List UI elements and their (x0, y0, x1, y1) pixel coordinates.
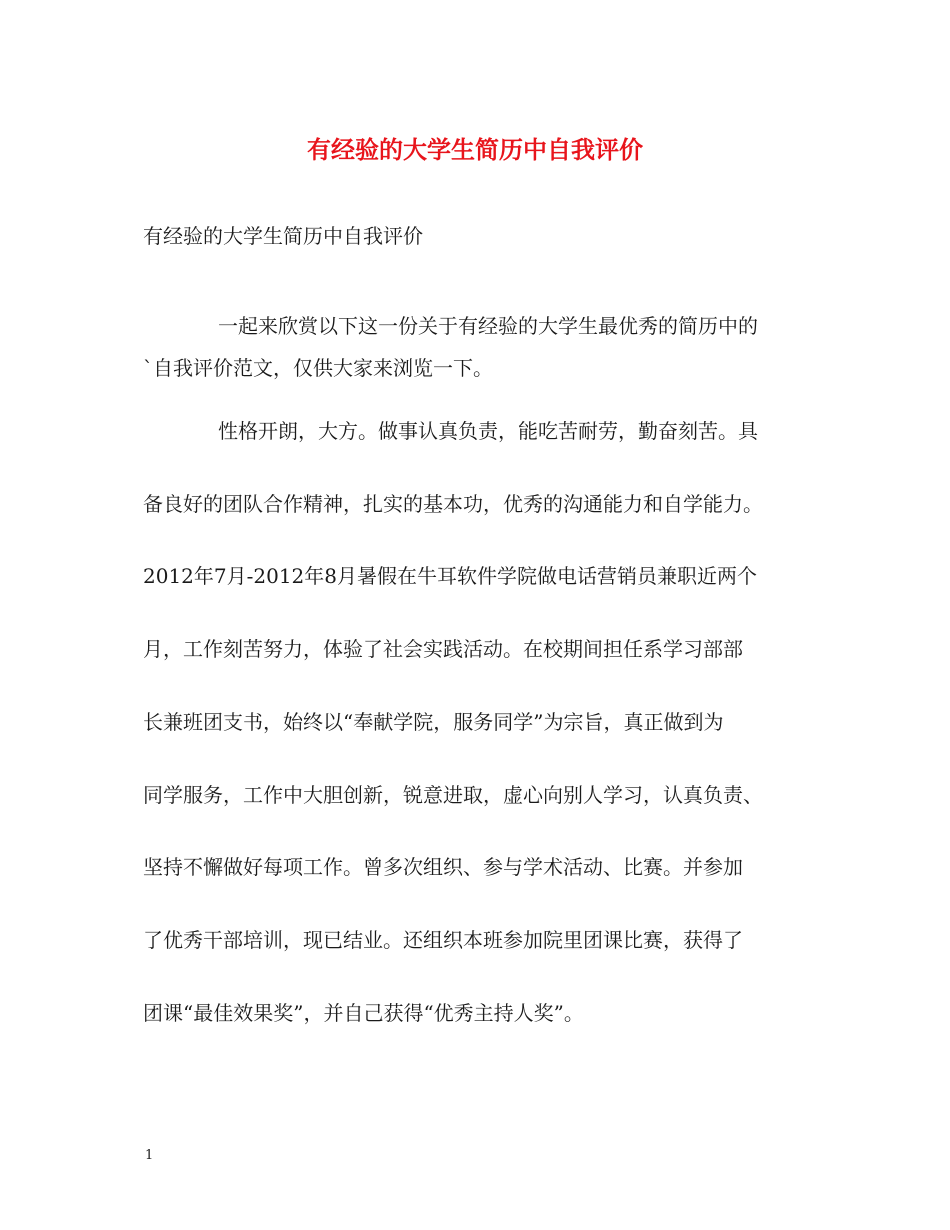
paragraph-2-line-5: 长兼班团支书，始终以“奉献学院，服务同学”为宗旨，真正做到为 (143, 710, 724, 734)
document-subtitle: 有经验的大学生简历中自我评价 (143, 224, 423, 248)
paragraph-2-line-2: 备良好的团队合作精神，扎实的基本功，优秀的沟通能力和自学能力。 (143, 492, 763, 516)
paragraph-2-line-6: 同学服务，工作中大胆创新，锐意进取，虚心向别人学习，认真负责、 (143, 783, 763, 807)
paragraph-2-line-1: 性格开朗，大方。做事认真负责，能吃苦耐劳，勤奋刻苦。具 (218, 419, 758, 443)
paragraph-1-line-2: `自我评价范文，仅供大家来浏览一下。 (143, 356, 493, 380)
paragraph-1-line-1: 一起来欣赏以下这一份关于有经验的大学生最优秀的简历中的 (218, 314, 758, 338)
paragraph-2-line-7: 坚持不懈做好每项工作。曾多次组织、参与学术活动、比赛。并参加 (143, 855, 743, 879)
paragraph-2-line-8: 了优秀干部培训，现已结业。还组织本班参加院里团课比赛，获得了 (143, 928, 743, 952)
paragraph-2-line-3: 2012年7月-2012年8月暑假在牛耳软件学院做电话营销员兼职近两个 (143, 564, 758, 588)
paragraph-2-line-4: 月，工作刻苦努力，体验了社会实践活动。在校期间担任系学习部部 (143, 637, 743, 661)
document-title: 有经验的大学生简历中自我评价 (307, 135, 643, 164)
paragraph-2-line-9: 团课“最佳效果奖”，并自己获得“优秀主持人奖”。 (143, 1001, 584, 1025)
page-number: 1 (145, 1148, 154, 1163)
